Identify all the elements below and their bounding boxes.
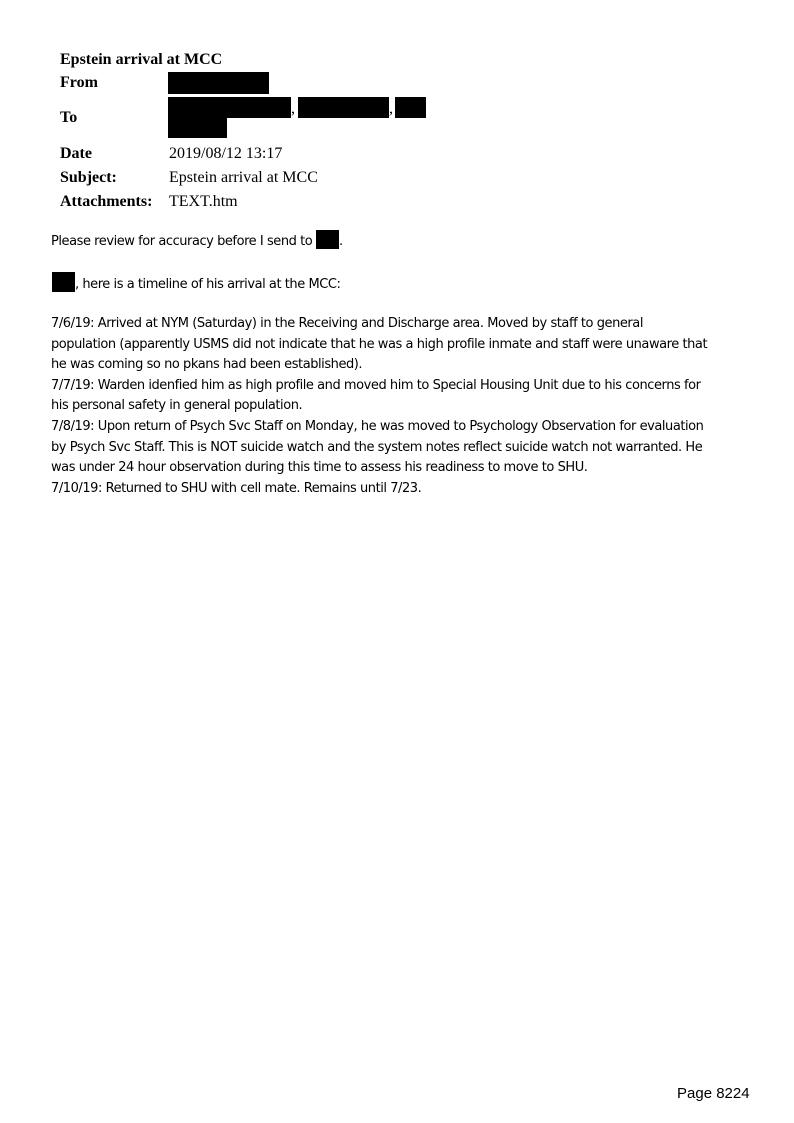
to-label: To <box>60 109 78 126</box>
timeline-line: population (apparently USMS did not indicate that he was a high profile inmate and staff were unaware that <box>51 336 708 352</box>
timeline-line: was under 24 hour observation during this time to assess his readiness to move to SHU. <box>51 460 588 476</box>
timeline-entry <box>51 314 751 376</box>
timeline-line: by Psych Svc Staff. This is NOT suicide watch and the system notes reflect suicide watch not warranted. He <box>51 439 703 455</box>
redacted-recipient <box>168 97 291 118</box>
timeline-line: 7/8/19: Upon return of Psych Svc Staff on Monday, he was moved to Psychology Observation for evaluation <box>51 418 704 434</box>
timeline-entry <box>51 417 751 479</box>
review-request-line <box>51 230 751 253</box>
attachments-label: Attachments: <box>60 193 153 210</box>
timeline-entry <box>51 376 751 417</box>
date-value: 2019/08/12 13:17 <box>169 145 283 162</box>
redacted-name <box>52 272 75 292</box>
from-label: From <box>60 74 98 91</box>
redacted-recipient <box>168 118 227 138</box>
timeline-line: 7/7/19: Warden idenfied him as high profile and moved him to Special Housing Unit due to his concerns for <box>51 377 701 393</box>
subject-label: Subject: <box>60 169 117 186</box>
review-request-text: Please review for accuracy before I send to <box>51 234 313 249</box>
recipient-separator: , <box>389 100 393 117</box>
timeline-line: his personal safety in general population. <box>51 398 303 414</box>
greeting-text: , here is a timeline of his arrival at the MCC: <box>75 277 341 292</box>
timeline-entry <box>51 479 751 500</box>
page-number: Page 8224 <box>677 1085 750 1102</box>
date-label: Date <box>60 145 92 162</box>
recipient-separator: , <box>291 100 295 117</box>
redacted-name <box>316 230 339 249</box>
redacted-sender <box>168 72 269 94</box>
attachment-file: TEXT.htm <box>169 193 238 210</box>
timeline <box>51 314 751 499</box>
timeline-line: he was coming so no pkans had been established). <box>51 357 363 373</box>
redacted-recipient <box>395 97 426 118</box>
review-request-period: . <box>338 234 343 249</box>
email-title: Epstein arrival at MCC <box>60 51 223 68</box>
redacted-recipient <box>298 97 389 118</box>
timeline-line: 7/6/19: Arrived at NYM (Saturday) in the Receiving and Discharge area. Moved by staff to general <box>51 316 643 331</box>
subject-value: Epstein arrival at MCC <box>169 169 318 186</box>
timeline-line: 7/10/19: Returned to SHU with cell mate. Remains until 7/23. <box>51 480 422 496</box>
greeting-line <box>52 272 752 296</box>
